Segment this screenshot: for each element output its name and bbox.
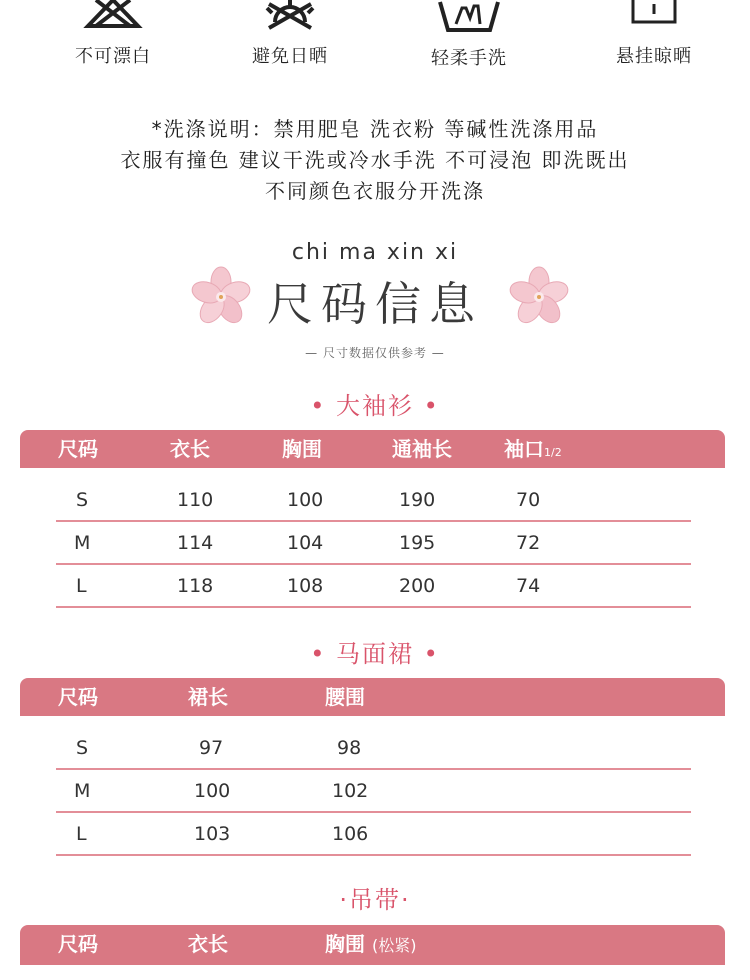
table-cell: 106	[332, 823, 369, 845]
header-cell: 裙长	[188, 685, 228, 709]
header-cell-text: 袖口	[504, 437, 544, 461]
table-cell: 103	[194, 823, 231, 845]
header-cell: 衣长	[188, 932, 228, 956]
wash-line-2: 衣服有撞色 建议干洗或冷水手洗 不可浸泡 即洗既出	[120, 148, 630, 172]
table-row	[56, 565, 691, 608]
no-sun-icon	[255, 0, 325, 30]
section-title-skirt: • 马面裙 •	[310, 640, 440, 668]
table-cell: 195	[399, 532, 436, 554]
table-row	[56, 727, 691, 770]
table-cell: 200	[399, 575, 436, 597]
header-cell-text: 胸围	[325, 932, 365, 956]
size-info-title: 尺码信息	[267, 277, 483, 331]
header-cell: 衣长	[170, 437, 210, 461]
size-info-pinyin: chi ma xin xi	[291, 240, 459, 265]
section-title-text: 大袖衫	[336, 392, 414, 420]
table-cell: 100	[194, 780, 231, 802]
header-cell: 尺码	[58, 685, 98, 709]
table-cell: 190	[399, 489, 436, 511]
wash-line-1: *洗涤说明：禁用肥皂 洗衣粉 等碱性洗涤用品	[151, 117, 599, 141]
care-item-hang-dry	[579, 0, 729, 68]
table-cell: M	[74, 532, 91, 554]
header-cell	[325, 925, 416, 965]
table-row	[56, 813, 691, 856]
table-cell: 102	[332, 780, 369, 802]
washing-instructions	[0, 114, 750, 207]
table-header-top	[20, 430, 725, 468]
section-title-camisole: ·吊带·	[339, 886, 411, 914]
table-cell: 100	[287, 489, 324, 511]
hand-wash-icon	[434, 0, 504, 32]
header-cell: 胸围	[282, 437, 322, 461]
table-cell: M	[74, 780, 91, 802]
section-title-text: 马面裙	[336, 640, 414, 668]
care-label: 避免日晒	[252, 46, 328, 67]
table-row	[56, 479, 691, 522]
header-cell: 尺码	[58, 437, 98, 461]
table-cell: 72	[516, 532, 541, 554]
care-item-hand-wash	[394, 0, 544, 70]
table-cell: 118	[177, 575, 214, 597]
hang-dry-icon	[619, 0, 689, 30]
cherry-blossom-icon	[508, 266, 570, 328]
table-cell: S	[76, 489, 89, 511]
header-cell	[504, 430, 562, 472]
section-title-top: • 大袖衫 •	[310, 392, 440, 420]
table-cell: L	[76, 575, 87, 597]
care-item-no-bleach	[38, 0, 188, 68]
no-bleach-icon	[78, 0, 148, 30]
table-header-camisole	[20, 925, 725, 965]
header-cell: 腰围	[325, 685, 365, 709]
table-cell: 97	[199, 737, 224, 759]
wash-line-3: 不同颜色衣服分开洗涤	[265, 179, 485, 203]
care-label: 不可漂白	[75, 46, 151, 67]
care-item-no-sun	[215, 0, 365, 68]
table-cell: 98	[337, 737, 362, 759]
table-cell: L	[76, 823, 87, 845]
table-header-skirt	[20, 678, 725, 716]
header-cell-note: (松紧)	[371, 936, 417, 955]
header-cell-suffix: 1/2	[544, 446, 562, 459]
table-cell: S	[76, 737, 89, 759]
table-row	[56, 770, 691, 813]
care-label: 悬挂晾晒	[616, 46, 692, 67]
care-icons-row	[0, 0, 750, 80]
size-note: — 尺寸数据仅供参考 —	[305, 346, 445, 360]
header-cell: 尺码	[58, 932, 98, 956]
table-cell: 104	[287, 532, 324, 554]
table-cell: 70	[516, 489, 541, 511]
table-cell: 114	[177, 532, 214, 554]
table-cell: 74	[516, 575, 541, 597]
section-title-text: 吊带	[349, 886, 401, 914]
table-cell: 108	[287, 575, 324, 597]
table-cell: 110	[177, 489, 214, 511]
header-cell: 通袖长	[392, 437, 452, 461]
table-row	[56, 522, 691, 565]
care-label: 轻柔手洗	[431, 48, 507, 69]
